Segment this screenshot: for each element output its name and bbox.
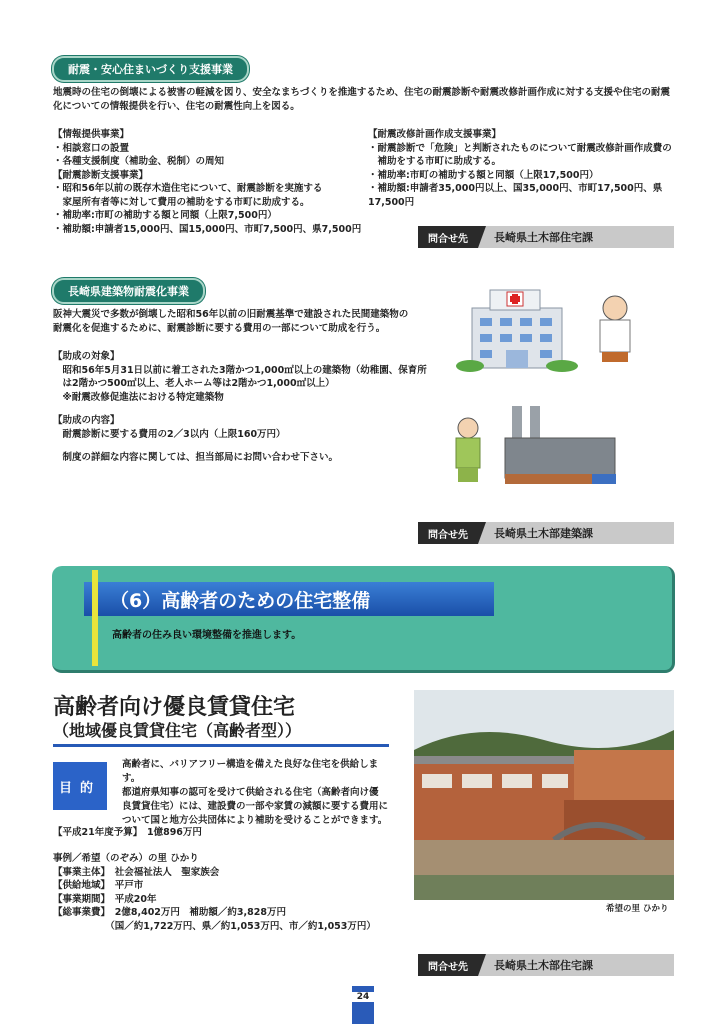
detail-line: 【助成の内容】 [53,415,120,426]
contact-housing-1 [418,226,674,248]
list-item: ・補助額:申請者15,000円、国15,000円、市町7,500円、県7,500円 [53,223,362,235]
list-item: 【耐震改修計画作成支援事業】 [368,129,502,140]
purpose-label: 目的 [53,762,107,810]
section1-intro [53,86,683,113]
page-number: 24 [352,992,374,1002]
section2-intro [53,308,433,335]
list-item: 補助をする市町に助成する。 [368,156,502,167]
spacer [53,404,433,414]
detail-line: は2階かつ500㎡以上、老人ホーム等は2階かつ1,000㎡以上） [53,378,335,389]
banner-description: 高齢者の住み良い環境整備を推進します。 [112,630,302,641]
worker-icon [456,418,480,482]
list-item: ・補助率:市町の補助する額と同額（上限17,500円） [368,169,599,181]
example-line: 事例／希望（のぞみ）の里 ひかり [53,853,199,864]
section-banner [52,566,675,673]
example-line: （国／約1,722万円、県／約1,053万円、市／約1,053万円） [53,920,376,932]
list-item: ・相談窓口の設置 [53,142,130,154]
purpose-line: 良賃貸住宅）には、建設費の一部や家賃の減額に要する費用に [122,801,389,812]
budget: 【平成21年度予算】 1億896万円 [53,827,202,838]
photo-caption: 希望の里 ひかり [606,904,669,914]
detail-line: 昭和56年5月31日以前に着工された3階かつ1,000㎡以上の建築物（幼稚園、保育所 [53,364,427,376]
intro-line: 耐震化を促進するために、耐震診断に要する費用の一部について助成を行う。 [53,322,386,334]
list-item: 家屋所有者等に対して費用の補助をする市町に助成する。 [53,196,310,208]
banner-accent [92,570,98,666]
banner-title-bar [84,582,494,616]
factory-icon [505,406,616,484]
intro-line: 地震時の住宅の倒壊による被害の軽減を図り、安全なまちづくりを推進するため、住宅の耐震診断や耐震改修計画作成に対する支援や住宅の耐震 [53,87,671,98]
spacer [53,441,433,451]
section3-subtitle: （地域優良賃貸住宅（高齢者型）） [53,721,302,740]
purpose-line: 高齢者に、バリアフリー構造を備えた良好な住宅を供給します。 [122,759,379,784]
detail-line: ※耐震改修促進法における特定建築物 [53,391,224,403]
example-line: 【総事業費】 2億8,402万円 補助額／約3,828万円 [53,907,286,918]
intro-line: 阪神大震災で多数が倒壊した昭和56年以前の旧耐震基準で建設された民間建築物の [53,309,409,320]
purpose-line: 都道府県知事の認可を受けて供給される住宅（高齢者向け優 [122,787,379,798]
detail-line: 【助成の対象】 [53,351,120,362]
list-item: ・昭和56年以前の既存木造住宅について、耐震診断を実施する [53,183,323,194]
example-line: 【供給地域】 平戸市 [53,880,144,891]
list-item: 【情報提供事業】 [53,129,130,140]
contact-building [418,522,674,544]
contact-value: 長崎県土木部住宅課 [494,959,593,972]
example-details [53,852,393,933]
list-item: 【耐震診断支援事業】 [53,169,149,181]
section2-heading: 長崎県建築物耐震化事業 [52,278,205,304]
contact-housing-2 [418,954,674,976]
section1-right-list [368,128,688,209]
contact-label: 問合せ先 [418,522,478,544]
doctor-icon [600,296,630,362]
list-item: ・補助額:申請者35,000円以上、国35,000円、市町17,500円、県17,500円 [368,183,663,208]
purpose-line: ついて国と地方公共団体により補助を受けることができます。 [122,815,388,826]
section1-heading: 耐震・安心住まいづくり支援事業 [52,56,249,82]
contact-value: 長崎県土木部建築課 [494,527,593,540]
detail-line: 耐震診断に要する費用の2／3以内（上限160万円） [53,428,286,440]
purpose-text [122,758,392,828]
example-line: 【事業期間】 平成20年 [53,893,157,905]
section3-title: 高齢者向け優良賃貸住宅 [53,695,296,720]
section1-left-list [53,128,373,236]
section2-details [53,350,433,465]
contact-value: 長崎県土木部住宅課 [494,231,593,244]
intro-line: 化についての情報提供を行い、住宅の耐震性向上を図る。 [53,100,300,112]
detail-line: 制度の詳細な内容に関しては、担当部局にお問い合わせ下さい。 [53,452,339,463]
facility-photo [414,690,674,900]
example-line: 【事業主体】 社会福祉法人 聖家族会 [53,866,220,878]
list-item: ・各種支援制度（補助金、税制）の周知 [53,156,225,167]
hospital-icon [456,290,578,372]
list-item: ・補助率:市町の補助する額と同額（上限7,500円） [53,210,277,221]
list-item: ・耐震診断で「危険」と判断されたものについて耐震改修計画作成費の [368,142,672,154]
page-number-tab [352,986,374,1024]
contact-label: 問合せ先 [418,954,478,976]
banner-title: （6）高齢者のための住宅整備 [110,590,371,612]
contact-label: 問合せ先 [418,226,478,248]
title-underline [53,744,389,747]
building-illustrations [450,278,680,498]
